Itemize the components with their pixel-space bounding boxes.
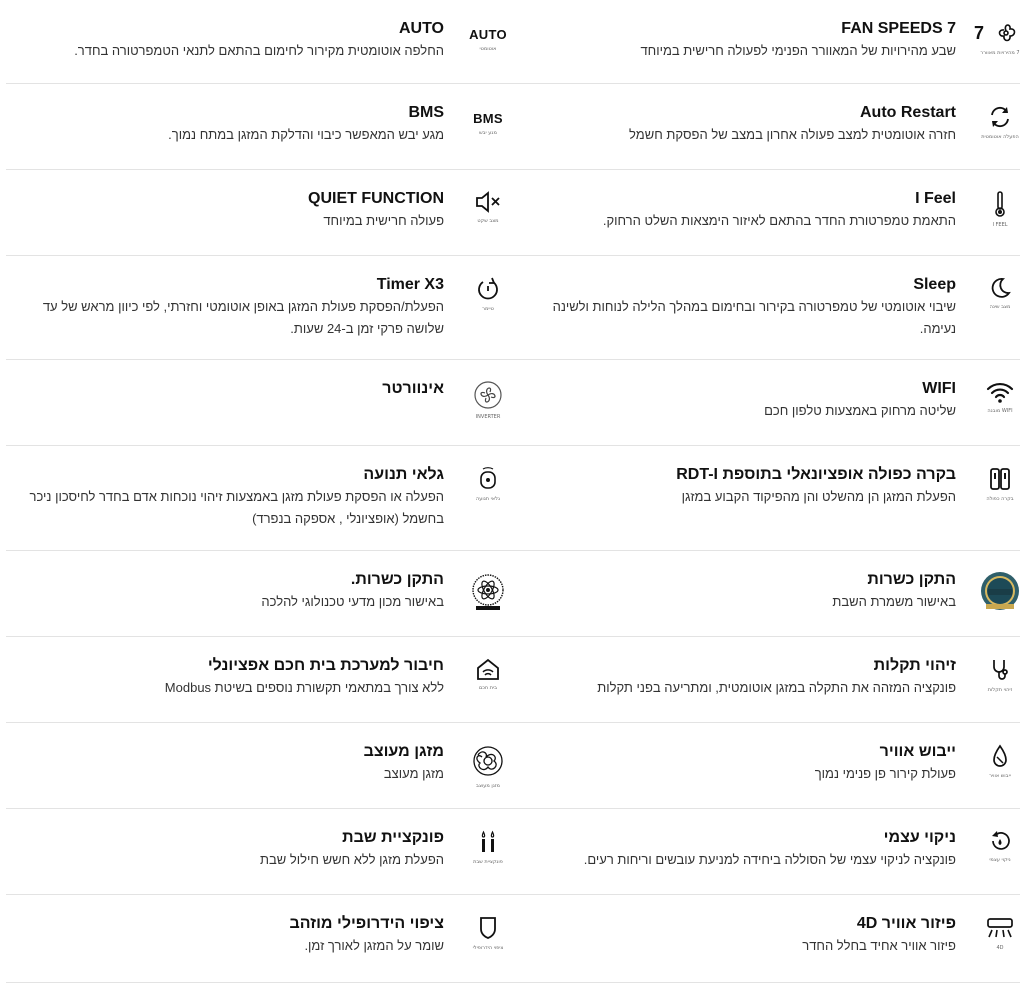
feature-description: מגע יבש המאפשר כיבוי והדלקת המזגן במתח נמוך. <box>168 127 444 142</box>
feature-title: QUIET FUNCTION <box>308 190 444 207</box>
feature-row <box>0 723 1026 809</box>
dual-control-icon <box>976 460 1024 518</box>
feature-text <box>6 569 444 613</box>
feature-title: ציפוי הידרופילי מוזהב <box>289 915 444 932</box>
feature-text <box>526 378 956 422</box>
feature-text <box>6 913 444 957</box>
feature-item <box>6 360 516 446</box>
feature-title: I Feel <box>915 190 956 207</box>
feature-description: מזגן מעוצב <box>383 766 444 781</box>
feature-row <box>0 0 1026 84</box>
fan-speeds-icon <box>973 14 1024 72</box>
motion-sensor-icon <box>464 460 512 518</box>
wifi-icon <box>976 374 1024 432</box>
shield-icon <box>464 909 512 967</box>
feature-description: באישור משמרת השבת <box>832 594 956 609</box>
feature-title: פיזור אוויר 4D <box>856 915 956 932</box>
feature-row <box>0 360 1026 446</box>
icon-caption: הפעלה אוטומטית <box>981 134 1019 140</box>
feature-item <box>518 84 1026 170</box>
feature-row <box>0 256 1026 360</box>
feature-description: פעולת קירור פן פנימי נמוך <box>814 766 956 781</box>
feature-title: התקן כשרות. <box>350 571 444 588</box>
feature-row <box>0 84 1026 170</box>
feature-item <box>6 0 516 84</box>
icon-caption: ציפוי הידרופילי <box>472 945 504 951</box>
icon-caption: 4D <box>996 945 1004 951</box>
feature-title: זיהוי תקלות <box>873 657 956 674</box>
feature-item <box>518 809 1026 895</box>
feature-item <box>518 723 1026 809</box>
icon-caption: ניקוי עצמי <box>989 857 1011 863</box>
feature-text <box>6 102 444 146</box>
feature-text <box>6 827 444 871</box>
icon-caption: 7 מהירויות מאוורר <box>980 50 1020 56</box>
feature-text <box>526 464 956 508</box>
feature-title: גלאי תנועה <box>363 466 444 483</box>
feature-item <box>6 895 516 983</box>
icon-caption: INVERTER <box>475 414 501 420</box>
feature-text <box>6 655 444 699</box>
icon-caption: מזגן מעוצב <box>476 783 500 789</box>
feature-title: התקן כשרות <box>867 571 956 588</box>
feature-description: הפעלת מזגן ללא חשש חילול שבת <box>260 852 444 867</box>
feature-description: פונקציה המזהה את התקלה במזגן אוטומטית, ומתריעה בפני תקלות <box>597 680 956 695</box>
feature-title: Sleep <box>913 276 956 293</box>
feature-row <box>0 170 1026 256</box>
icon-caption: בית חכם <box>478 685 498 691</box>
feature-item <box>518 637 1026 723</box>
icon-caption: טיימר <box>482 306 494 312</box>
inverter-icon <box>464 374 512 432</box>
icon-caption: זיהוי תקלות <box>987 687 1013 693</box>
feature-description: פיזור אוויר אחיד בחלל החדר <box>802 938 956 953</box>
feature-title: WIFI <box>922 380 956 397</box>
candles-icon <box>464 823 512 881</box>
auto-restart-icon <box>976 98 1024 156</box>
feature-title: ייבוש אוויר <box>879 743 956 760</box>
feature-item <box>518 360 1026 446</box>
feature-item <box>6 809 516 895</box>
mute-icon <box>464 184 512 242</box>
feature-description: שליטה מרחוק באמצעות טלפון חכם <box>764 403 956 418</box>
icon-caption: מצב שקט <box>477 218 499 224</box>
feature-description: שיבוי אוטומטי של טמפרטורה בקירור ובחימום במהלך הלילה לנוחות ולשינה נעימה. <box>552 299 956 336</box>
icon-caption: בקרה כפולה <box>986 496 1014 502</box>
auto-icon <box>464 14 512 72</box>
icon-caption: WIFI מובנה <box>987 408 1013 414</box>
feature-description: שבע מהירויות של המאוורר הפנימי לפעולה חרישית במיוחד <box>640 43 956 58</box>
feature-title: חיבור למערכת בית חכם אפציונלי <box>207 657 444 674</box>
kosher-seal-icon <box>976 565 1024 623</box>
design-icon <box>464 737 512 795</box>
self-clean-icon <box>976 823 1024 881</box>
feature-title: Auto Restart <box>859 104 956 121</box>
feature-description: פונקציה לניקוי עצמי של הסוללה ביחידה למניעת עובשים וריחות רעים. <box>583 852 956 867</box>
feature-text <box>526 569 956 613</box>
feature-text <box>6 274 444 340</box>
icon-caption: פונקציית שבת <box>473 859 503 865</box>
feature-text <box>526 188 956 232</box>
feature-description: ללא צורך במתאמי תקשורת נוספים בשיטת Modbus <box>164 680 444 695</box>
feature-text <box>6 741 444 785</box>
feature-item <box>518 170 1026 256</box>
icon-caption: I FEEL <box>992 222 1008 228</box>
feature-item <box>6 551 516 637</box>
feature-item <box>518 551 1026 637</box>
feature-row <box>0 809 1026 895</box>
feature-item <box>6 637 516 723</box>
smart-home-icon <box>464 651 512 709</box>
feature-title: BMS <box>408 104 444 121</box>
feature-row <box>0 551 1026 637</box>
svg-text:7: 7 <box>973 23 984 43</box>
feature-description: פעולה חרישית במיוחד <box>323 213 444 228</box>
feature-title: אינוורטר <box>382 380 444 397</box>
feature-description: הפעלת המזגן הן מהשלט והן מהפיקוד הקבוע במזגן <box>681 489 956 504</box>
stethoscope-icon <box>976 651 1024 709</box>
bms-icon <box>464 98 512 156</box>
thermometer-icon <box>976 184 1024 242</box>
feature-text <box>6 188 444 232</box>
feature-row <box>0 446 1026 551</box>
feature-row <box>0 895 1026 983</box>
air-4d-icon <box>976 909 1024 967</box>
feature-description: החלפה אוטומטית מקירור לחימום בהתאם לתנאי הטמפרטורה בחדר. <box>74 43 444 58</box>
feature-item <box>6 446 516 551</box>
icon-caption: גלאי תנועה <box>476 496 500 502</box>
atom-seal-icon <box>464 565 512 623</box>
feature-text <box>526 741 956 785</box>
feature-description: הפעלה או הפסקת פעולת מזגן באמצעות זיהוי נוכחות אדם בחדר לחיסכון ניכר בחשמל (אופציונלי , אספקה בנפרד) <box>29 489 444 526</box>
moon-icon <box>976 270 1024 328</box>
feature-title: ניקוי עצמי <box>883 829 956 846</box>
feature-item <box>6 84 516 170</box>
feature-title: AUTO <box>398 20 444 37</box>
feature-text <box>6 464 444 530</box>
icon-caption: מצב שינה <box>989 304 1011 310</box>
feature-text <box>526 274 956 340</box>
feature-item <box>518 895 1026 983</box>
feature-item <box>518 0 1026 84</box>
feature-text <box>526 913 956 957</box>
feature-title: Timer X3 <box>376 276 444 293</box>
icon-caption: מגע יבש <box>479 130 497 136</box>
timer-icon <box>464 270 512 328</box>
feature-text <box>526 827 956 871</box>
feature-description: חזרה אוטומטית למצב פעולה אחרון במצב של הפסקת חשמל <box>629 127 956 142</box>
icon-caption: ייבוש אוויר <box>989 773 1011 779</box>
feature-text <box>6 378 444 400</box>
icon-text: BMS <box>473 111 503 126</box>
feature-text <box>526 18 956 62</box>
icon-text: AUTO <box>469 27 507 42</box>
feature-description: שומר על המזגן לאורך זמן. <box>304 938 444 953</box>
feature-title: מזגן מעוצב <box>363 743 444 760</box>
feature-description: באישור מכון מדעי טכנולוגי להלכה <box>261 594 444 609</box>
dry-icon <box>976 737 1024 795</box>
icon-caption: אוטומטי <box>479 46 497 52</box>
feature-item <box>518 256 1026 360</box>
feature-text <box>526 102 956 146</box>
feature-row <box>0 637 1026 723</box>
feature-item <box>6 256 516 360</box>
feature-text <box>526 655 956 699</box>
feature-text <box>6 18 444 62</box>
feature-title: פונקציית שבת <box>342 829 444 846</box>
feature-title: בקרה כפולה אופציונאלי בתוספת RDT-I <box>676 466 956 483</box>
feature-item <box>518 446 1026 551</box>
feature-description: הפעלת/הפסקת פעולת המזגן באופן אוטומטי וחזרתי, לפי כיוון מראש של עד שלושה פרקי זמן ב-24 שעות. <box>42 299 444 336</box>
feature-description: התאמת טמפרטורת החדר בהתאם לאיזור הימצאות השלט הרחוק. <box>602 213 956 228</box>
feature-title: FAN SPEEDS 7 <box>841 20 956 37</box>
feature-item <box>6 170 516 256</box>
feature-item <box>6 723 516 809</box>
